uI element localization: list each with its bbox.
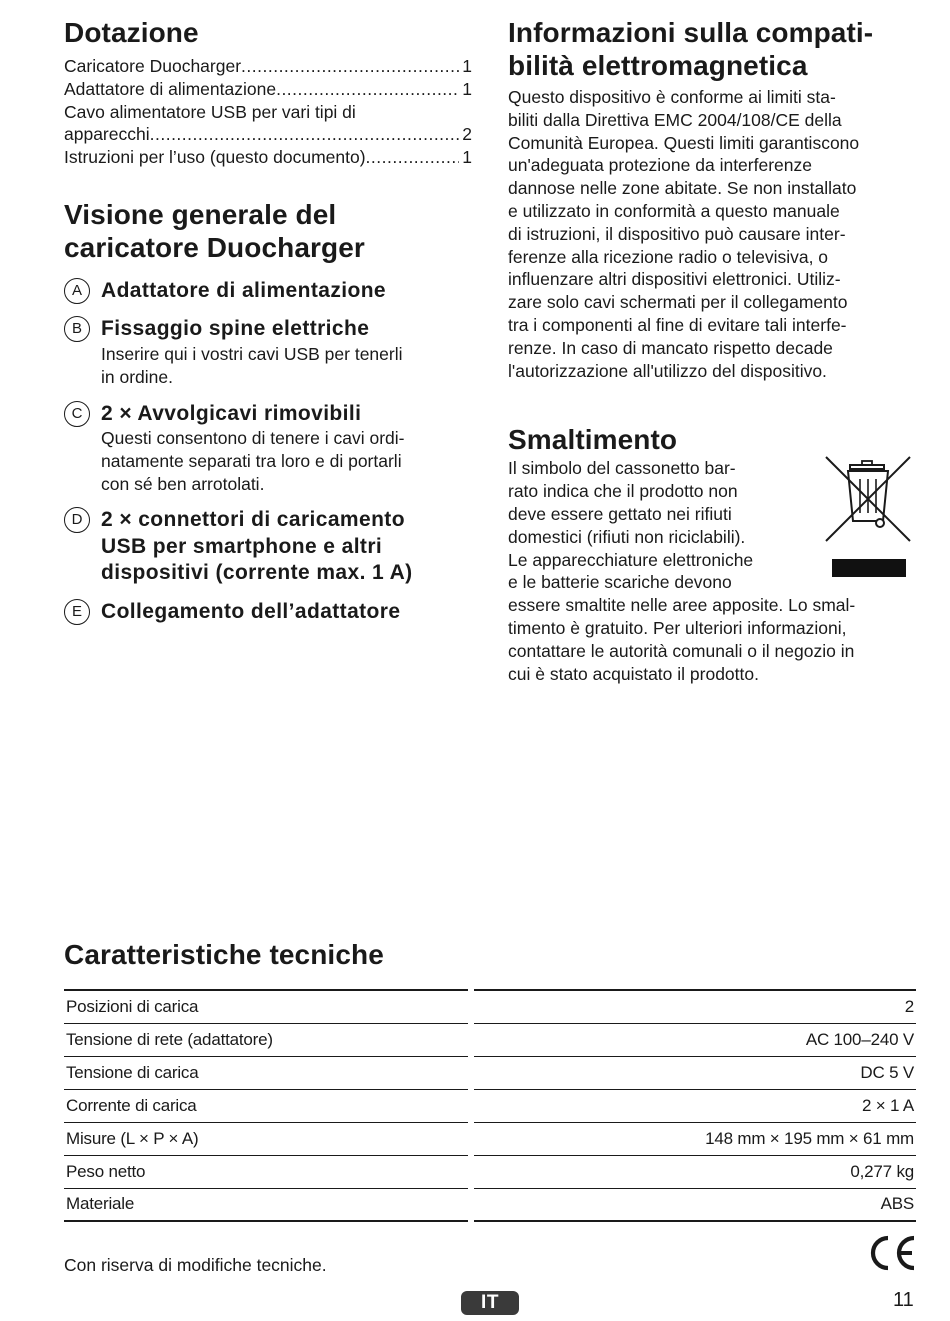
feature-item — [64, 507, 472, 587]
letter-badge: A — [64, 278, 90, 304]
feature-description: Inserire qui i vostri cavi USB per tenerli in ordine. — [101, 343, 403, 387]
language-badge: IT — [461, 1291, 519, 1315]
table-row — [64, 1122, 916, 1155]
letter-badge: C — [64, 401, 90, 427]
footnote: Con riserva di modifiche tecniche. — [64, 1255, 327, 1275]
overview-title: Visione generale del caricatore Duocharger — [64, 198, 365, 263]
table-row — [64, 1056, 916, 1089]
right-column — [508, 16, 918, 685]
spec-key: Posizioni di carica — [64, 990, 468, 1023]
table-row — [64, 990, 916, 1023]
feature-title: 2 × connettori di caricamento USB per smartphone e altri dispositivi (corrente max. 1 A) — [101, 508, 413, 585]
crossed-out-wheelie-bin-icon — [822, 455, 916, 585]
feature-item — [64, 599, 472, 626]
ce-mark-icon — [866, 1234, 918, 1272]
left-column — [64, 16, 472, 625]
tech-specs-title: Caratteristiche tecniche — [64, 939, 384, 970]
smaltimento-title: Smaltimento — [508, 424, 678, 456]
spec-value: DC 5 V — [474, 1056, 916, 1089]
contents-item: Istruzioni per l’uso (questo documento) ..... 1 — [64, 146, 472, 169]
spec-key: Materiale — [64, 1188, 468, 1221]
spec-value: ABS — [474, 1188, 916, 1221]
smaltimento-paragraph-bottom: essere smaltite nelle aree apposite. Lo smal- timento è gratuito. Per ulteriori informazioni, contattare le autorità comunali o il negozio in cui è stato acquistato il prodotto. — [508, 595, 856, 684]
contents-item: Caricatore Duocharger ..... 1 — [64, 55, 472, 78]
spec-key: Misure (L × P × A) — [64, 1122, 468, 1155]
spec-key: Tensione di carica — [64, 1056, 468, 1089]
contents-item: apparecchi ..... 2 — [64, 123, 472, 146]
feature-item — [64, 278, 472, 305]
spec-key: Peso netto — [64, 1155, 468, 1188]
table-row — [64, 1155, 916, 1188]
page-number: 11 — [893, 1289, 914, 1311]
spec-key: Tensione di rete (adattatore) — [64, 1023, 468, 1056]
feature-title: Adattatore di alimentazione — [101, 278, 387, 302]
letter-badge: E — [64, 599, 90, 625]
tech-specs-table — [64, 989, 916, 1222]
letter-badge: B — [64, 316, 90, 342]
feature-list — [64, 278, 472, 625]
feature-title: 2 × Avvolgicavi rimovibili — [101, 401, 362, 425]
feature-title: Collegamento dell’adattatore — [101, 599, 401, 623]
smaltimento-paragraph-top: Il simbolo del cassonetto bar- rato indica che il prodotto non deve essere gettato nei rifiuti domestici (rifiuti non riciclabili). Le apparecchiature elettroniche e le batterie scariche devono — [508, 458, 754, 593]
feature-description: Questi consentono di tenere i cavi ordi- natamente separati tra loro e di portarli con sé ben arrotolati. — [101, 428, 405, 494]
dotazione-title: Dotazione — [64, 17, 199, 48]
spec-value: 2 × 1 A — [474, 1089, 916, 1122]
spec-value: 2 — [474, 990, 916, 1023]
emc-paragraph: Questo dispositivo è conforme ai limiti sta- biliti dalla Direttiva EMC 2004/108/CE della Comunità Europea. Questi limiti garantiscono un'adeguata protezione da interferenze dannose nelle zone abitate. Se non installato e utilizzato in conformità a questo manuale di istruzioni, il dispositivo può causare inter- ferenze alla ricezione radio o televisiva, o influenzare altri dispositivi elettronici. Utiliz- zare solo cavi schermati per il collegamento tra i componenti al fine di evitare tali interfe- renze. In caso di mancato rispetto decade l'autorizzazione all'utilizzo del dispositivo. — [508, 87, 860, 381]
table-row — [64, 1023, 916, 1056]
feature-item — [64, 316, 472, 388]
emc-title: Informazioni sulla compati- bilità elettromagnetica — [508, 17, 874, 81]
feature-item — [64, 401, 472, 496]
contents-item: Adattatore di alimentazione ..... 1 — [64, 78, 472, 101]
tech-specs-section — [64, 938, 916, 1222]
spec-value: AC 100–240 V — [474, 1023, 916, 1056]
letter-badge: D — [64, 507, 90, 533]
feature-title: Fissaggio spine elettriche — [101, 317, 370, 341]
table-row — [64, 1089, 916, 1122]
spec-key: Corrente di carica — [64, 1089, 468, 1122]
spec-value: 0,277 kg — [474, 1155, 916, 1188]
table-row — [64, 1188, 916, 1221]
spec-value: 148 mm × 195 mm × 61 mm — [474, 1122, 916, 1155]
contents-item-line1: Cavo alimentatore USB per vari tipi di — [64, 101, 356, 122]
contents-list — [64, 55, 472, 169]
smaltimento-section — [508, 457, 918, 685]
